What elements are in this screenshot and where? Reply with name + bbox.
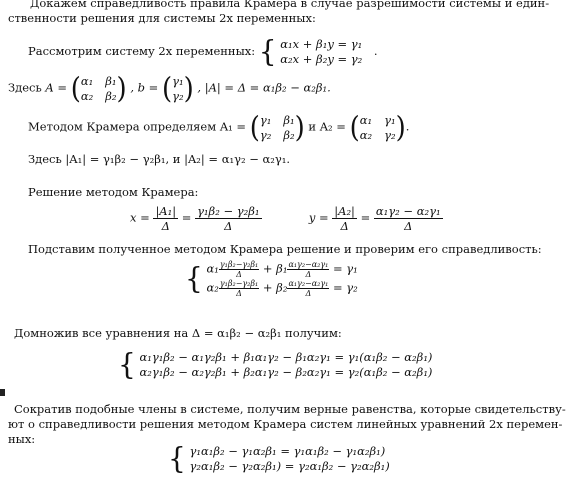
left-paren: ( [161, 72, 173, 105]
final-eq-1: γ₁α₁β₂ − γ₁α₂β₁ = γ₁α₁β₂ − γ₁α₂β₁) [189, 444, 386, 458]
check-row-1 [206, 260, 357, 279]
cramer-label: Методом Крамера определяем A₁ = [28, 119, 247, 134]
small-fraction [287, 279, 329, 298]
matrix-cell: β₂ [105, 89, 117, 103]
conclusion-line-1: Сократив подобные члены в системе, получим верные равенства, которые свидетельству- [14, 402, 566, 416]
determinant-text: , |A| = Δ = α₁β₂ − α₂β₁. [197, 80, 331, 95]
right-paren: ) [395, 111, 406, 144]
fraction-numerator: γ₁β₂−γ₂β₁ [219, 279, 259, 288]
vector-b [172, 74, 183, 103]
fraction [332, 204, 357, 233]
matrix-cell: β₁ [105, 74, 117, 88]
fraction-denominator: Δ [340, 219, 349, 233]
y-lhs: y = [308, 210, 329, 225]
right-paren: ) [294, 111, 305, 144]
small-fraction [219, 279, 259, 298]
small-fraction [287, 260, 329, 279]
intro-line-2: ственности решения для системы 2х переменных: [8, 11, 316, 25]
left-paren: ( [70, 72, 81, 105]
rhs: = γ₁ [333, 261, 358, 276]
system-eq-2: α₂x + β₂y = γ₂ [280, 52, 363, 66]
equals: = [181, 210, 192, 225]
matrix-cell: α₂ [80, 89, 94, 103]
system-line [28, 34, 378, 69]
vector-cell: γ₂ [172, 89, 184, 103]
matrix-cell: γ₁ [259, 113, 272, 127]
fraction-denominator: Δ [236, 270, 242, 279]
matrix-cell: α₁ [80, 74, 94, 88]
right-paren: ) [183, 72, 194, 105]
rhs: = γ₂ [333, 280, 358, 295]
system-label: Рассмотрим систему 2х переменных: [28, 44, 256, 58]
fraction-numerator: |A₂| [334, 204, 355, 218]
left-brace: { [168, 441, 186, 476]
fraction-numerator: |A₁| [155, 204, 177, 218]
fraction-denominator: Δ [305, 289, 312, 298]
multiply-line: Домножив все уравнения на Δ = α₁β₂ − α₂β₁ получим: [14, 326, 342, 340]
system-2x2 [280, 37, 362, 67]
matrix-cell: β₂ [283, 128, 295, 142]
solution-heading: Решение методом Крамера: [28, 185, 199, 199]
fraction-numerator: α₁γ₂ − α₂γ₁ [375, 204, 441, 218]
matrix-a1 [260, 113, 295, 142]
fraction-denominator: Δ [161, 219, 170, 233]
fraction [374, 204, 443, 233]
left-brace: { [258, 34, 277, 69]
solution-formulas [130, 204, 443, 233]
system-eq-1: α₁x + β₁y = γ₁ [280, 37, 363, 51]
fraction-numerator: α₁γ₂−α₂γ₁ [288, 279, 329, 288]
determinants-line: Здесь |A₁| = γ₁β₂ − γ₂β₁, и |A₂| = α₁γ₂ − α₂γ₁. [28, 152, 291, 166]
fraction-numerator: α₁γ₂−α₂γ₁ [288, 260, 329, 269]
matrix-cell: γ₁ [384, 113, 396, 127]
fraction-denominator: Δ [224, 219, 233, 233]
left-brace: { [118, 347, 136, 382]
substitute-line: Подставим полученное методом Крамера решение и проверим его справедливость: [28, 242, 542, 256]
final-eq-2: γ₂α₁β₂ − γ₂α₂β₁) = γ₂α₁β₂ − γ₂α₂β₁) [189, 459, 390, 473]
left-brace: { [185, 261, 203, 296]
matrix-cell: β₁ [283, 113, 295, 127]
fraction-denominator: Δ [305, 270, 312, 279]
fraction-denominator: Δ [236, 289, 242, 298]
plus-term: + β₁ [262, 261, 288, 276]
plus-term: + β₂ [262, 280, 288, 295]
b-label: , b = [130, 80, 159, 95]
cramer-matrices-line [28, 113, 409, 142]
system-period: . [373, 44, 378, 58]
final-rows [189, 444, 389, 474]
right-paren: ) [116, 72, 127, 105]
left-paren: ( [249, 111, 260, 144]
multiplied-rows [139, 350, 432, 380]
coefficient: α₂ [206, 280, 219, 295]
period: . [405, 119, 410, 134]
final-system [168, 441, 390, 476]
fraction [153, 204, 178, 233]
left-paren: ( [349, 111, 360, 144]
matrices-line [8, 74, 331, 103]
vector-cell: γ₁ [172, 74, 184, 88]
fraction [195, 204, 261, 233]
matrix-a2 [360, 113, 396, 142]
fraction-denominator: Δ [404, 219, 413, 233]
matrix-cell: γ₂ [384, 128, 396, 142]
equals: = [360, 210, 371, 225]
matrix-cell: γ₂ [259, 128, 272, 142]
matrix-cell: α₁ [359, 113, 373, 127]
multiplied-system [118, 347, 433, 382]
x-lhs: x = [130, 210, 150, 225]
matrix-cell: α₂ [359, 128, 373, 142]
and-a2-label: и A₂ = [308, 119, 346, 134]
conclusion-line-2: ют о справедливости решения методом Крамера систем линейных уравнений 2х перемен- [8, 417, 563, 431]
here-label: Здесь [8, 80, 42, 95]
check-rows [206, 260, 357, 298]
multiplied-eq-2: α₂γ₁β₂ − α₂γ₂β₁ + β₂α₁γ₂ − β₂α₂γ₁ = γ₂(α₁β₂ − α₂β₁) [139, 365, 433, 379]
conclusion-line-3: ных: [8, 432, 36, 446]
check-row-2 [206, 279, 357, 298]
a-label: A = [45, 80, 68, 95]
coefficient: α₁ [206, 261, 219, 276]
fraction-numerator: γ₁β₂−γ₂β₁ [219, 260, 259, 269]
fraction-numerator: γ₁β₂ − γ₂β₁ [197, 204, 260, 218]
matrix-a [81, 74, 117, 103]
small-fraction [219, 260, 259, 279]
margin-marker [0, 389, 5, 396]
intro-line-1: Докажем справедливость правила Крамера в случае разрешимости системы и един- [30, 0, 550, 10]
multiplied-eq-1: α₁γ₁β₂ − α₁γ₂β₁ + β₁α₁γ₂ − β₁α₂γ₁ = γ₁(α₁β₂ − α₂β₁) [139, 350, 433, 364]
check-system [185, 260, 358, 298]
